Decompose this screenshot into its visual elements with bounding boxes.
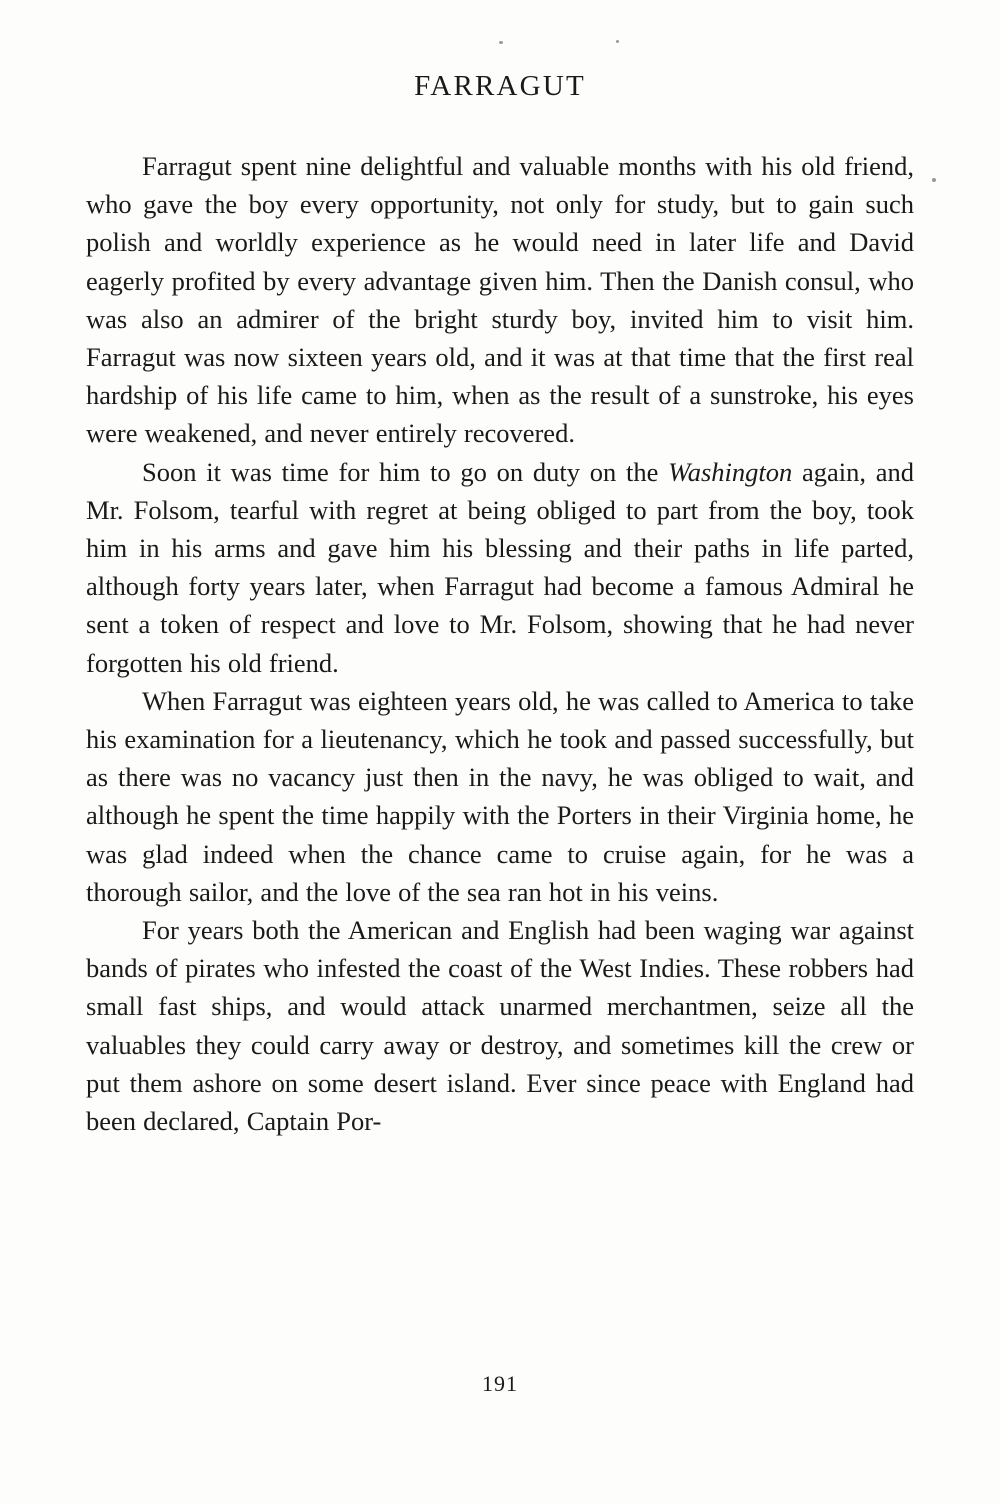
paper-speck [932, 178, 936, 182]
italic-text: Washington [668, 456, 793, 487]
text-run: Soon it was time for him to go on duty on the [142, 456, 669, 487]
page-title: FARRAGUT [414, 70, 586, 102]
paragraph-2 [86, 453, 914, 682]
paper-speck [499, 41, 503, 44]
paragraph-1 [86, 147, 914, 453]
text-run: Farragut spent nine delightful and valuable months with his old friend, who gave the boy every opportunity, not only for study, but to gain such polish and worldly experience as he would need in later life and David eagerly profited by every advantage given him. Then the Danish consul, who was also an admirer of the bright sturdy boy, invited him to visit him. Farragut was now sixteen years old, and it was at that time that the first real hardship of his life came to him, when as the result of a sunstroke, his eyes were weakened, and never entirely recovered. [86, 151, 914, 449]
page-number: 191 [482, 1371, 518, 1396]
paper-speck [616, 40, 619, 43]
paragraph-container [86, 147, 914, 1140]
text-run: For years both the American and English had been waging war against bands of pirates who infested the coast of the West Indies. These robbers had small fast ships, and would attack unarmed merchantmen, seize all the valuables they could carry away or destroy, and sometimes kill the crew or put them ashore on some desert island. Ever since peace with England had been declared, Captain Por- [86, 915, 914, 1137]
paragraph-3 [86, 682, 914, 911]
paragraph-4 [86, 911, 914, 1140]
text-run: again, and Mr. Folsom, tearful with regret at being obliged to part from the boy, took him in his arms and gave him his blessing and their paths in life parted, although forty years later, when Farragut had become a famous Admiral he sent a token of respect and love to Mr. Folsom, showing that he had never forgotten his old friend. [86, 456, 914, 678]
page-body [86, 70, 914, 1140]
text-run: When Farragut was eighteen years old, he was called to America to take his examination for a lieutenancy, which he took and passed successfully, but as there was no vacancy just then in the navy, he was obliged to wait, and although he spent the time happily with the Porters in their Virginia home, he was glad indeed when the chance came to cruise again, for he was a thorough sailor, and the love of the sea ran hot in his veins. [86, 685, 914, 907]
